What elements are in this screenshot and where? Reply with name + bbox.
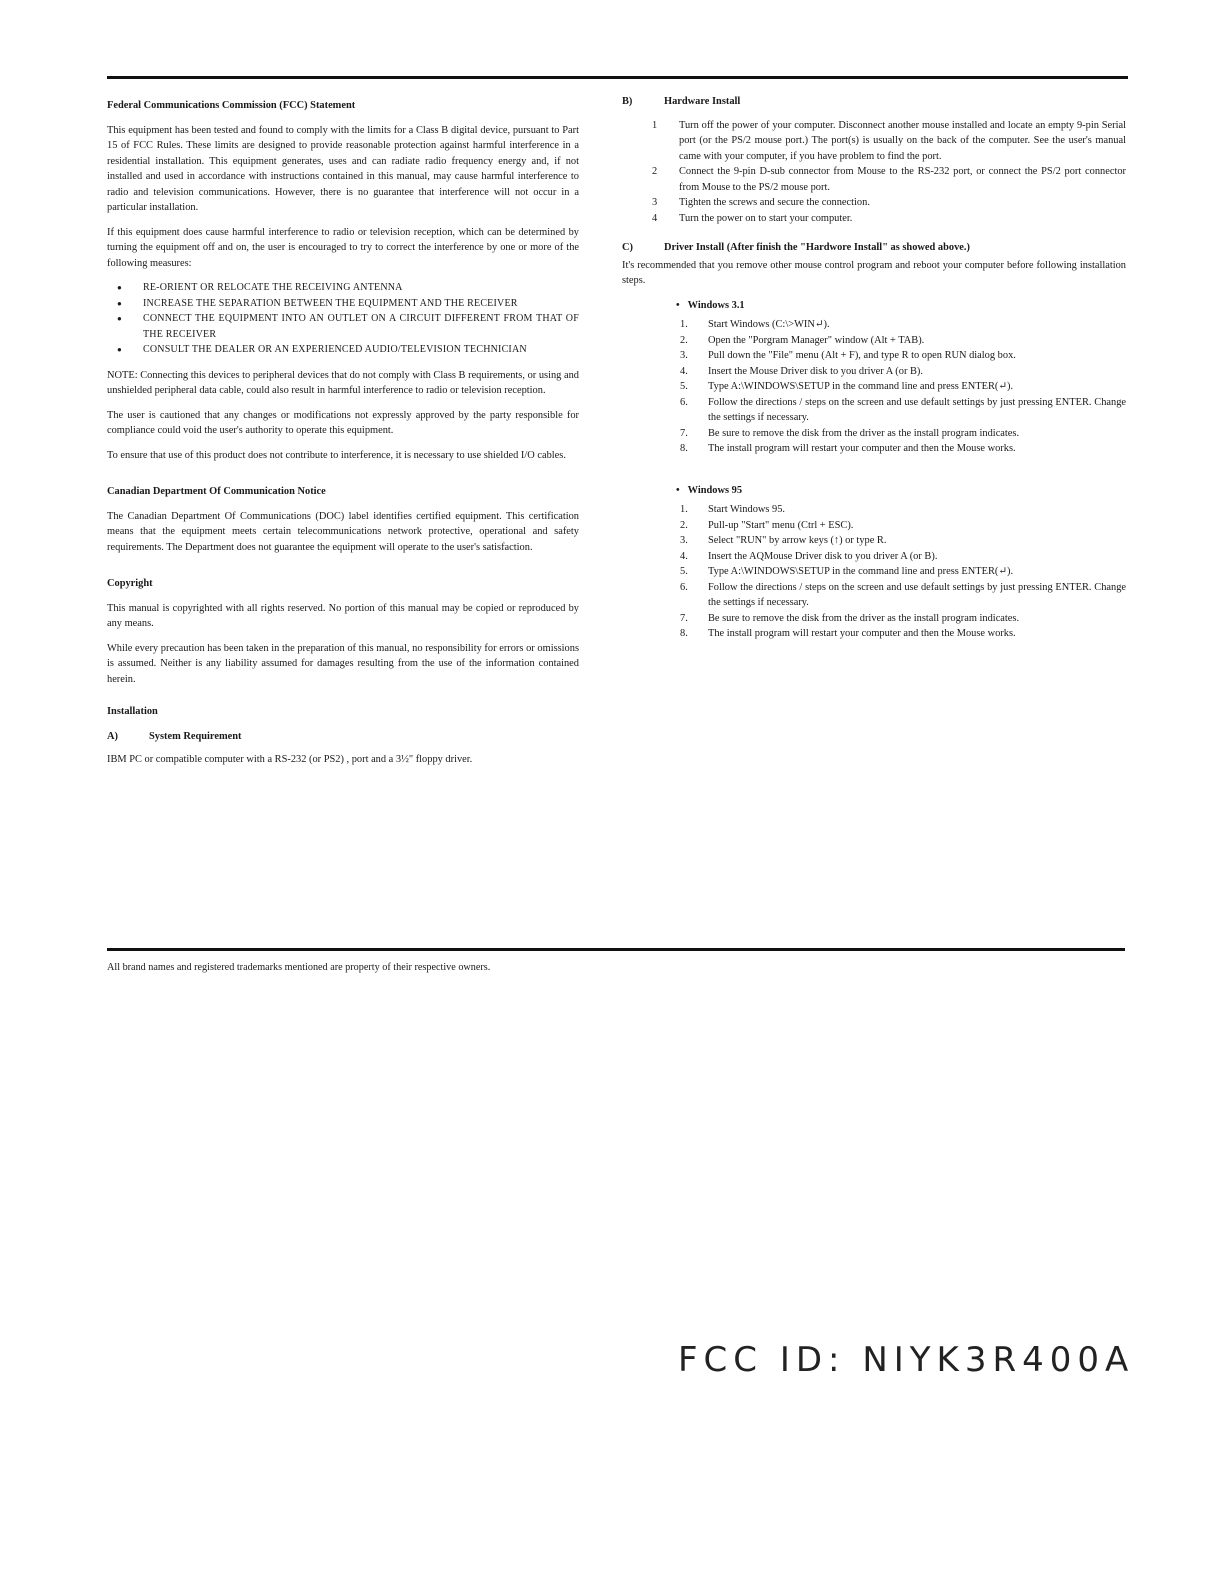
- trademark-footer: All brand names and registered trademarks mentioned are property of their respective owners.: [107, 962, 491, 973]
- list-item: 4 Turn the power on to start your computer.: [652, 212, 853, 224]
- copyright-paragraph: While every precaution has been taken in the preparation of this manual, no responsibility for errors or omissions is assumed. Neither is any liability assumed for damages resulting from the use of the information contained herein.: [107, 642, 579, 685]
- list-item: 1. Start Windows (C:\>WIN↵).: [680, 319, 830, 330]
- right-column: [622, 94, 1126, 650]
- windows31-steps: [674, 317, 1126, 457]
- list-item: 4. Insert the Mouse Driver disk to you driver A (or B).: [680, 365, 923, 377]
- section-title: System Requirement: [149, 730, 242, 742]
- list-item: 8. The install program will restart your computer and then the Mouse works.: [680, 628, 1016, 639]
- installation-heading: Installation: [107, 706, 158, 717]
- left-column: [107, 98, 579, 777]
- list-item: 2. Pull-up "Start" menu (Ctrl + ESC).: [680, 519, 854, 531]
- system-requirement-text: IBM PC or compatible computer with a RS-232 (or PS2) , port and a 3½" floppy driver.: [107, 754, 473, 765]
- windows95-heading: • Windows 95: [676, 483, 1126, 499]
- section-letter: A): [107, 730, 118, 742]
- driver-intro: It's recommended that you remove other mouse control program and reboot your computer before following installation steps.: [622, 259, 1126, 286]
- bottom-rule: [107, 948, 1125, 951]
- windows31-heading: • Windows 3.1: [676, 298, 1126, 314]
- top-rule: [107, 76, 1128, 79]
- list-item: 6. Follow the directions / steps on the screen and use default settings by just pressing ENTER. Change the settings if necessary.: [680, 396, 1126, 423]
- list-item: 3. Select "RUN" by arrow keys (↑) or type R.: [680, 535, 887, 546]
- fcc-note: NOTE: Connecting this devices to peripheral devices that do not comply with Class B requirements, or using and unshielded peripheral data cable, could also result in harmful interference to radio or television reception.: [107, 369, 579, 396]
- section-title: Hardware Install: [664, 96, 741, 107]
- measure-item: ● CONNECT THE EQUIPMENT INTO AN OUTLET ON A CIRCUIT DIFFERENT FROM THAT OF THE RECEIVER: [143, 311, 579, 342]
- section-letter: C): [622, 242, 633, 253]
- list-item: 6. Follow the directions / steps on the screen and use default settings by just pressing ENTER. Change the settings if necessary.: [680, 581, 1126, 608]
- section-title: Driver Install (After finish the "Hardwore Install" as showed above.): [664, 242, 970, 253]
- measure-item: ● RE-ORIENT OR RELOCATE THE RECEIVING ANTENNA: [143, 280, 579, 296]
- hardware-install-heading: [622, 94, 1126, 110]
- windows95-steps: [674, 502, 1126, 642]
- list-item: 3 Tighten the screws and secure the connection.: [652, 197, 870, 208]
- list-item: 8. The install program will restart your computer and then the Mouse works.: [680, 443, 1016, 454]
- list-item: 2 Connect the 9-pin D-sub connector from Mouse to the RS-232 port, or connect the PS/2 port connector from Mouse to the PS/2 mouse port.: [652, 166, 1126, 193]
- canada-paragraph: The Canadian Department Of Communications (DOC) label identifies certified equipment. This certification means that the equipment meets certain telecommunications network protective, operational and safety requirements. The Department does not guarantee the equipment will operate to the user's satisfaction.: [107, 510, 579, 553]
- fcc-paragraph: If this equipment does cause harmful interference to radio or television reception, which can be determined by turning the equipment off and on, the user is encouraged to try to correct the interference by one or more of the following measures:: [107, 226, 579, 269]
- list-item: 5. Type A:\WINDOWS\SETUP in the command line and press ENTER(↵).: [680, 566, 1014, 577]
- copyright-paragraph: This manual is copyrighted with all rights reserved. No portion of this manual may be copied or reproduced by any means.: [107, 602, 579, 629]
- list-item: 1. Start Windows 95.: [680, 504, 786, 515]
- fcc-caution: The user is cautioned that any changes or modifications not expressly approved by the party responsible for compliance could void the user's authority to operate this equipment.: [107, 409, 579, 436]
- driver-install-heading: [622, 240, 1126, 256]
- fcc-paragraph: This equipment has been tested and found to comply with the limits for a Class B digital device, pursuant to Part 15 of FCC Rules. These limits are designed to provide reasonable protection against harmful interference in a residential installation. This equipment generates, uses and can radiate radio frequency energy and, if not installed and used in accordance with instructions contained in this manual, may cause harmful interference to radio and television communications. However, there is no guarantee that interference will not occur in a particular installation.: [107, 124, 579, 213]
- list-item: 5. Type A:\WINDOWS\SETUP in the command line and press ENTER(↵).: [680, 381, 1014, 392]
- list-item: 2. Open the "Porgram Manager" window (Alt + TAB).: [680, 334, 925, 346]
- fcc-heading: Federal Communications Commission (FCC) Statement: [107, 100, 356, 111]
- list-item: 7. Be sure to remove the disk from the driver as the install program indicates.: [680, 612, 1020, 624]
- measures-list: [107, 280, 579, 358]
- section-letter: B): [622, 96, 633, 107]
- handwritten-fcc-id: FCC ID: NIYK3R400A: [678, 1340, 1135, 1380]
- list-item: 4. Insert the AQMouse Driver disk to you driver A (or B).: [680, 550, 938, 562]
- canada-heading: Canadian Department Of Communication Notice: [107, 486, 326, 497]
- list-item: 7. Be sure to remove the disk from the driver as the install program indicates.: [680, 427, 1020, 439]
- copyright-heading: Copyright: [107, 578, 153, 589]
- list-item: 3. Pull down the "File" menu (Alt + F), and type R to open RUN dialog box.: [680, 350, 1016, 361]
- measure-item: ● CONSULT THE DEALER OR AN EXPERIENCED AUDIO/TELEVISION TECHNICIAN: [143, 342, 579, 358]
- list-item: 1 Turn off the power of your computer. Disconnect another mouse installed and locate an empty 9-pin Serial port (or the PS/2 mouse port.) The port(s) is usually on the back of the computer. See the user's manual came with your computer, if you have problem to find the port.: [652, 119, 1126, 162]
- hardware-steps: [622, 118, 1126, 227]
- system-requirement-heading: [107, 729, 579, 745]
- measure-item: ● INCREASE THE SEPARATION BETWEEN THE EQUIPMENT AND THE RECEIVER: [143, 296, 579, 312]
- fcc-ensure: To ensure that use of this product does not contribute to interference, it is necessary to use shielded I/O cables.: [107, 449, 566, 461]
